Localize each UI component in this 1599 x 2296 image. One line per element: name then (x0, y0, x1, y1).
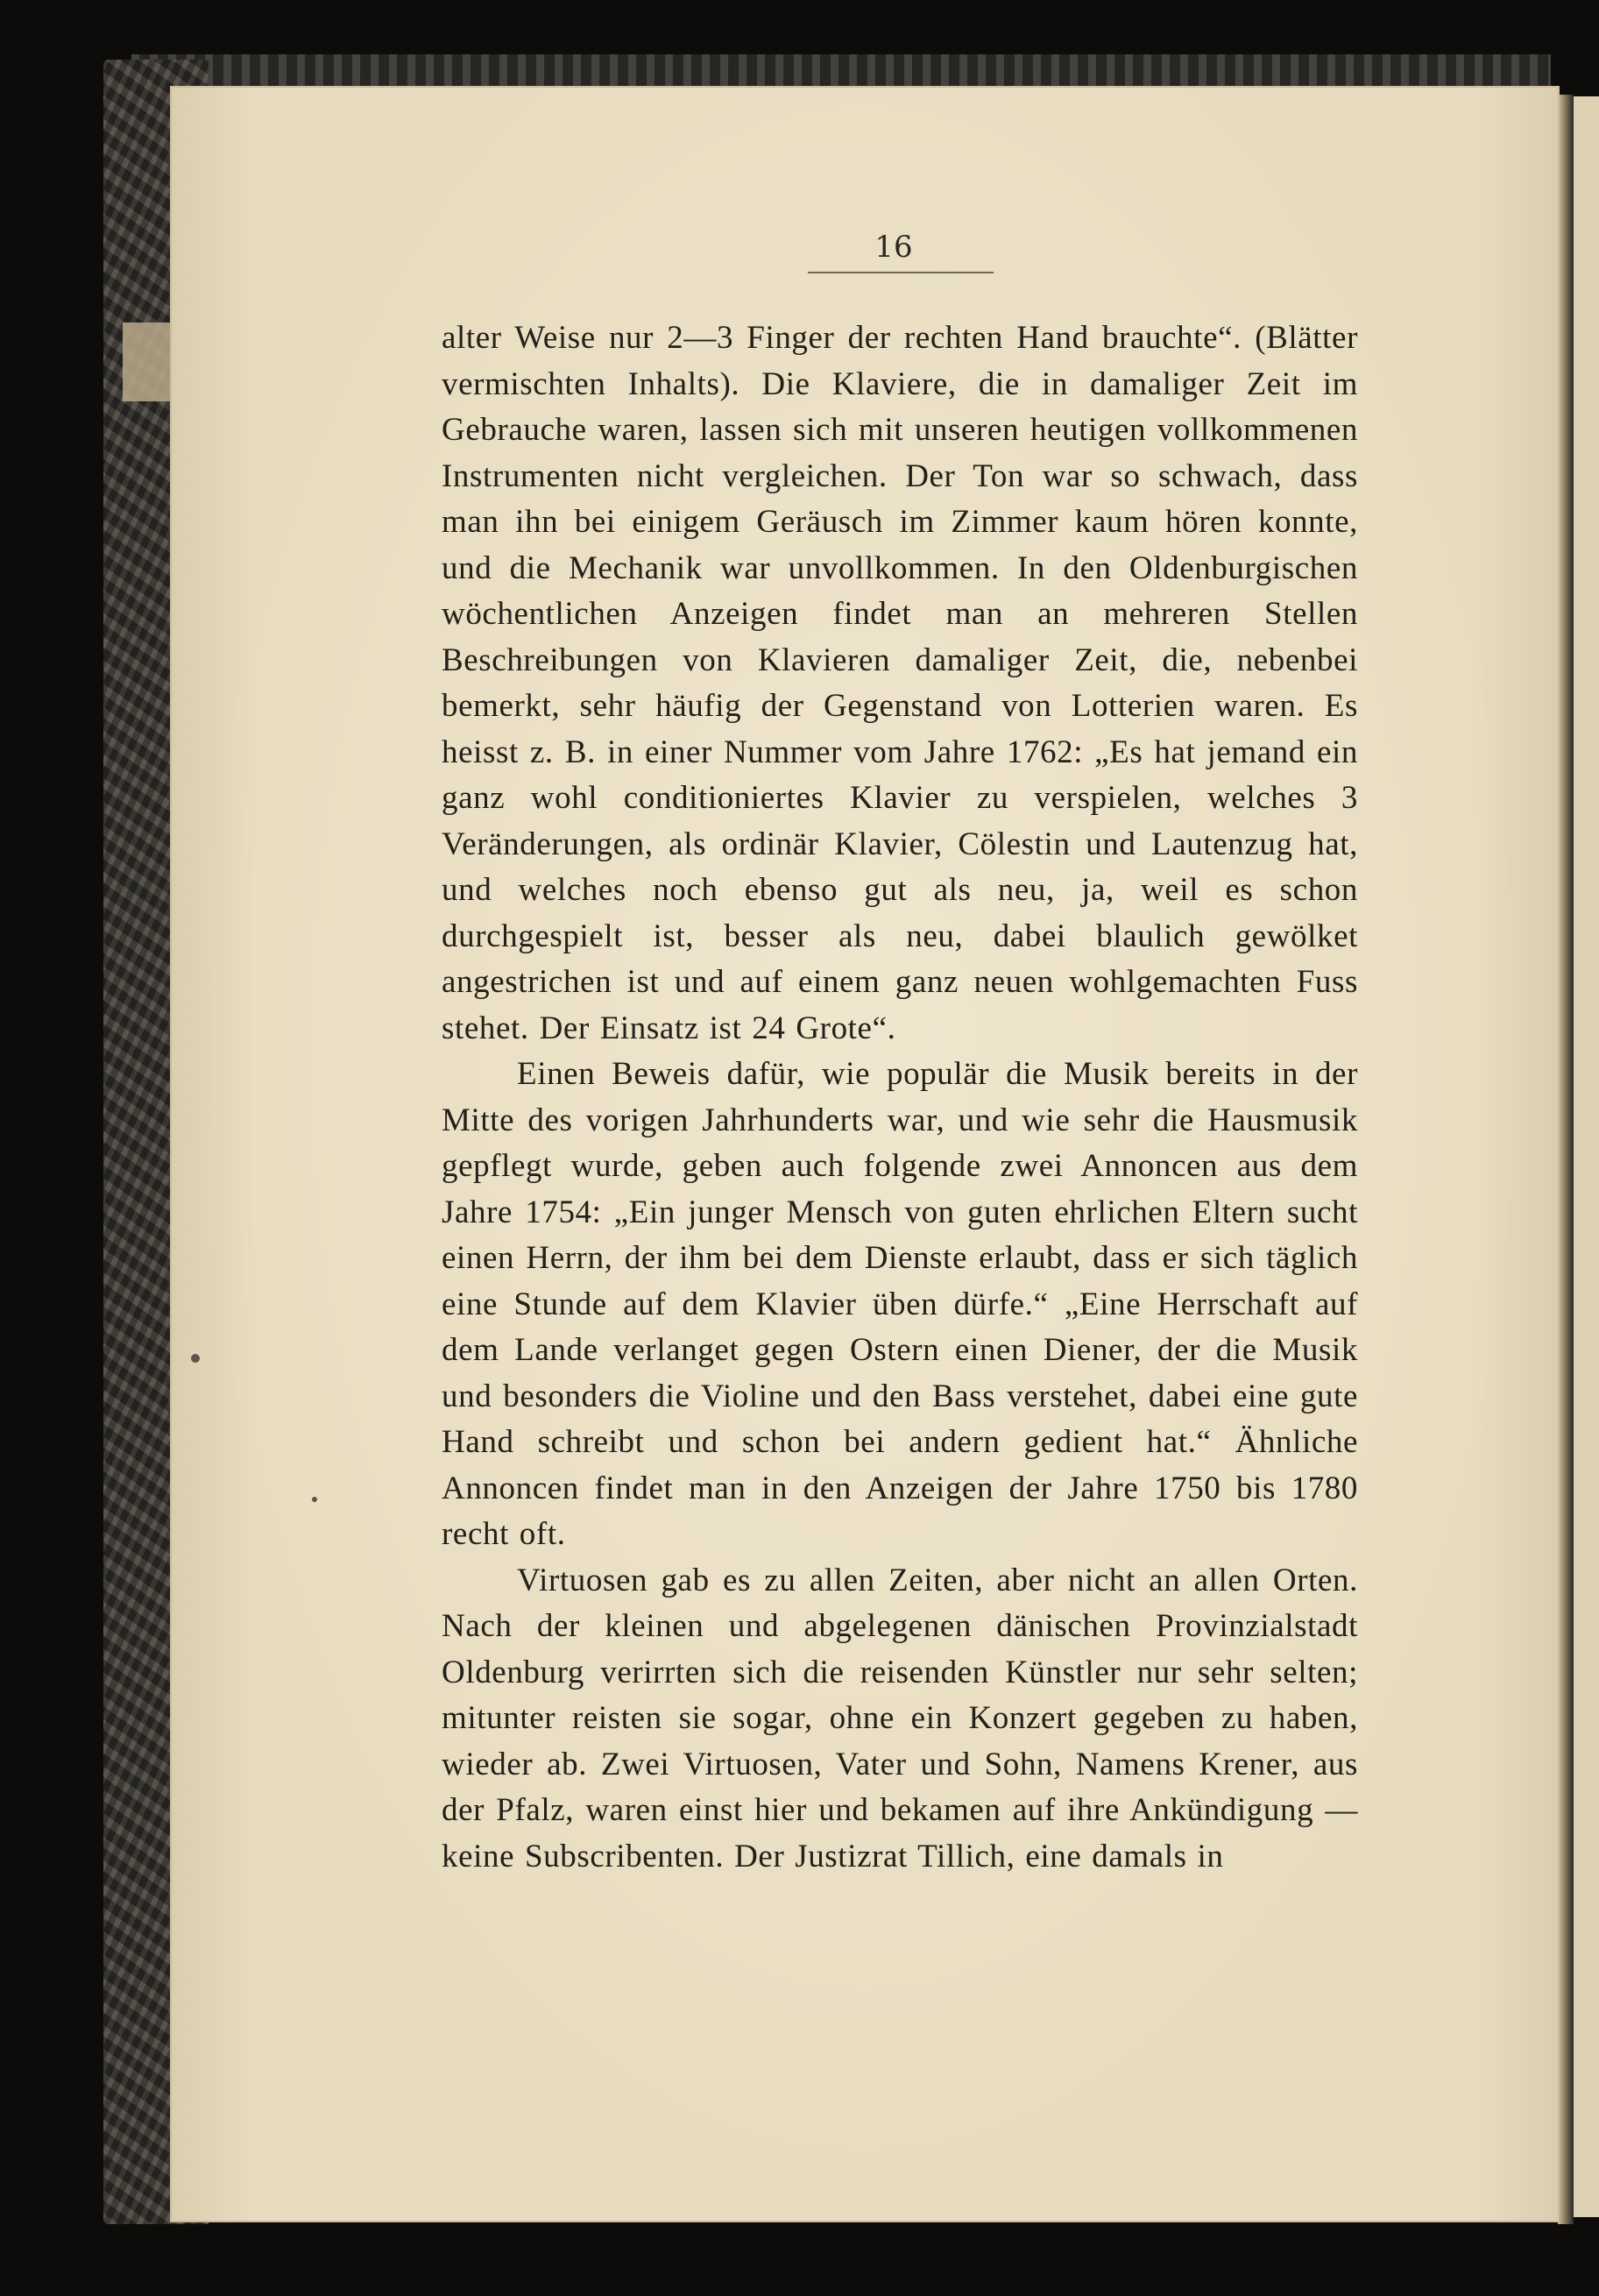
next-page-leaf (1572, 96, 1599, 2217)
paragraph-1: alter Weise nur 2—3 Finger der rechten Hand brauchte“. (Blätter vermischten Inhalts). Die Klaviere, die in damaliger Zeit im Gebrauche waren, lassen sich mit unseren heutigen vollkommenen Instrumenten nicht vergleichen. Der Ton war so schwach, dass man ihn bei einigem Geräusch im Zimmer kaum hören konnte, und die Mechanik war unvollkommen. In den Oldenburgischen wöchentlichen Anzeigen findet man an mehreren Stellen Beschreibungen von Klavieren damaliger Zeit, die, nebenbei bemerkt, sehr häufig der Gegenstand von Lotterien waren. Es heisst z. B. in einer Nummer vom Jahre 1762: „Es hat jemand ein ganz wohl conditioniertes Klavier zu verspielen, welches 3 Veränderungen, als ordinär Klavier, Cölestin und Lautenzug hat, und welches noch ebenso gut als neu, ja, weil es schon durchgespielt ist, besser als neu, dabei blaulich gewölket angestrichen ist und auf einem ganz neuen wohlgemachten Fuss stehet. Der Einsatz ist 24 Grote“. (442, 320, 1358, 1046)
paragraph-3: Virtuosen gab es zu allen Zeiten, aber nicht an allen Orten. Nach der kleinen und abgelegenen dänischen Provinzialstadt Oldenburg verirrten sich die reisenden Künstler nur sehr selten; mitunter reisten sie sogar, ohne ein Konzert gegeben zu haben, wieder ab. Zwei Virtuosen, Vater und Sohn, Namens Krener, aus der Pfalz, waren einst hier und bekamen auf ihre Ankündigung — keine Subscribenten. Der Justizrat Tillich, eine damals in (442, 1562, 1358, 1874)
paper-tape-strip (123, 322, 173, 401)
gutter-shadow (1558, 95, 1574, 2224)
header-rule (808, 272, 994, 273)
body-text (442, 315, 1358, 1880)
paragraph-2: Einen Beweis dafür, wie populär die Musik bereits in der Mitte des vorigen Jahrhunderts war, und wie sehr die Hausmusik gepflegt wurde, geben auch folgende zwei Annoncen aus dem Jahre 1754: „Ein junger Mensch von guten ehrlichen Eltern sucht einen Herrn, der ihm bei dem Dienste erlaubt, dass er sich täglich eine Stunde auf dem Klavier üben dürfe.“ „Eine Herrschaft auf dem Lande verlanget gegen Ostern einen Diener, der die Musik und besonders die Violine und den Bass verstehet, dabei eine gute Hand schreibt und schon bei andern gedient hat.“ Ähnliche Annoncen findet man in den Anzeigen der Jahre 1750 bis 1780 recht oft. (442, 1056, 1358, 1552)
page-number: 16 (874, 230, 913, 265)
stray-ink-dot (312, 1497, 317, 1502)
stray-ink-dot (191, 1354, 200, 1363)
